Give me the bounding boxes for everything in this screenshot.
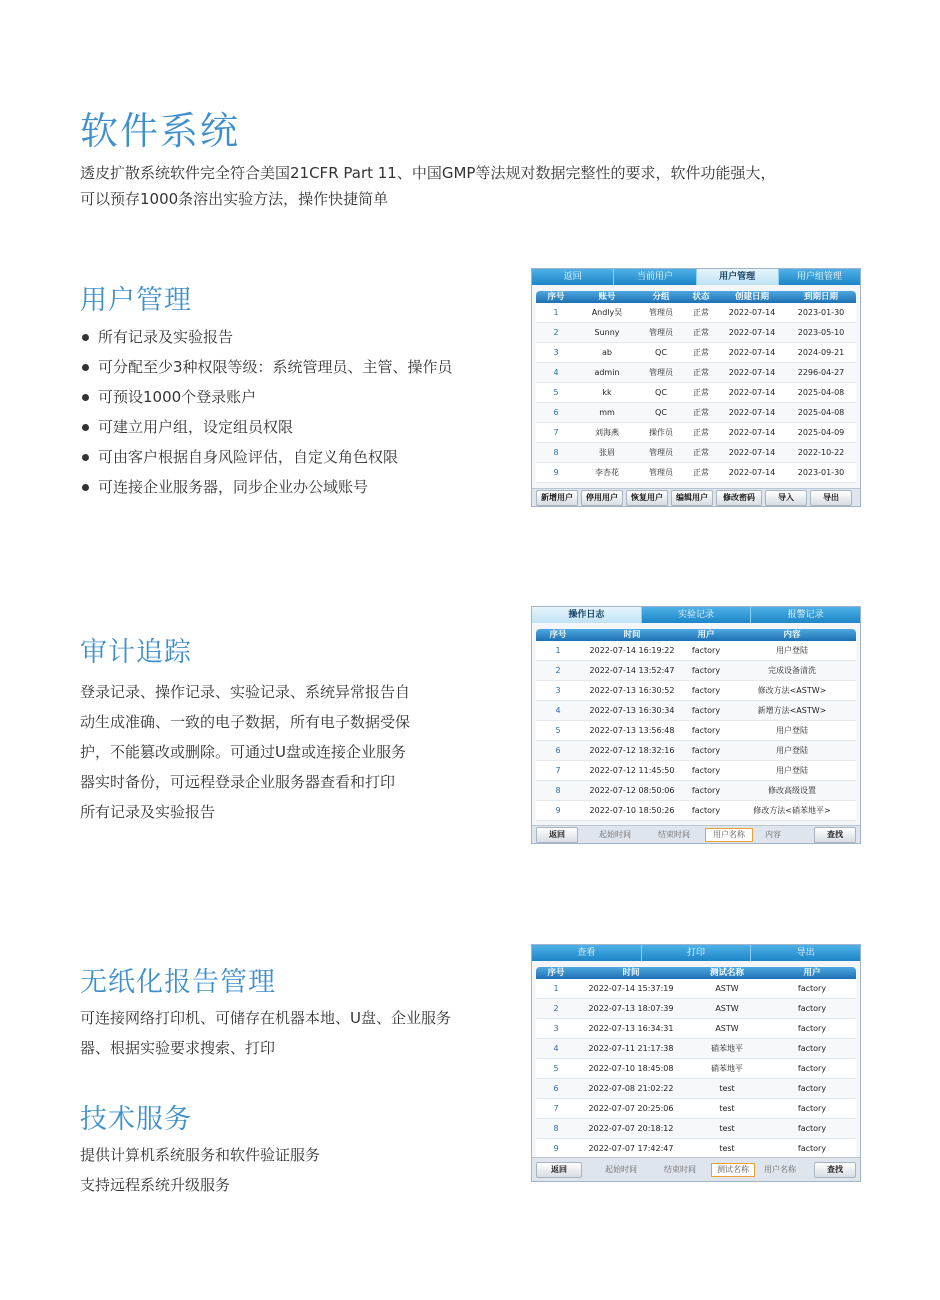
table-row[interactable] — [536, 761, 856, 781]
table-row[interactable] — [536, 1119, 856, 1139]
export-button[interactable]: 导出 — [810, 490, 852, 506]
table-cell: 2022-07-12 11:45:50 — [589, 766, 675, 775]
table-body — [536, 979, 856, 1159]
table-cell: 2022-07-14 — [728, 448, 776, 457]
table-row[interactable] — [536, 343, 856, 363]
column-header: 时间 — [622, 968, 640, 978]
table-cell: 2 — [553, 1004, 559, 1013]
table-cell: 2025-04-08 — [797, 388, 845, 397]
action-bar — [532, 488, 860, 506]
table-cell: 8 — [553, 448, 559, 457]
table-row[interactable] — [536, 323, 856, 343]
column-header: 分组 — [652, 292, 670, 302]
table-cell: 2022-07-14 — [728, 428, 776, 437]
bullet-item: 可建立用户组，设定组员权限 — [82, 412, 502, 442]
table-cell: ASTW — [715, 1024, 739, 1033]
table-row[interactable] — [536, 721, 856, 741]
table-cell: 2022-07-10 18:45:08 — [588, 1064, 674, 1073]
table-cell: 1 — [553, 984, 559, 993]
table-cell: factory — [797, 1124, 827, 1133]
column-header: 创建日期 — [734, 292, 769, 302]
end-time-field[interactable]: 结束时间 — [664, 1164, 696, 1174]
table-cell: 正常 — [693, 428, 709, 437]
bullet-item: 可分配至少3种权限等级：系统管理员、主管、操作员 — [82, 352, 502, 382]
table-cell: 2024-09-21 — [797, 348, 845, 357]
screen-tabs — [532, 269, 860, 285]
table-cell: 2022-07-14 — [728, 348, 776, 357]
table-cell: 管理员 — [649, 308, 673, 317]
table-row[interactable] — [536, 999, 856, 1019]
table-cell: 2022-07-12 08:50:06 — [589, 786, 675, 795]
table-cell: 李杏花 — [595, 468, 619, 477]
table-cell: factory — [797, 1024, 827, 1033]
table-header — [536, 967, 856, 979]
table-row[interactable] — [536, 801, 856, 821]
end-time-field[interactable]: 结束时间 — [658, 829, 690, 839]
intro-line: 透皮扩散系统软件完全符合美国21CFR Part 11、中国GMP等法规对数据完整性的要求，软件功能强大， — [80, 164, 776, 182]
table-cell: 6 — [553, 408, 559, 417]
table-cell: 修改方法<硝苯地平> — [753, 806, 831, 815]
change-password-button[interactable]: 修改密码 — [716, 490, 762, 506]
paragraph-line: 支持远程系统升级服务 — [80, 1176, 231, 1194]
column-header: 序号 — [549, 630, 567, 640]
table-cell: 用户登陆 — [776, 646, 808, 655]
table-row[interactable] — [536, 661, 856, 681]
table-cell: 2022-07-07 20:18:12 — [588, 1124, 674, 1133]
table-row[interactable] — [536, 463, 856, 483]
table-cell: factory — [691, 666, 721, 675]
tab-back[interactable]: 返回 — [532, 269, 614, 285]
table-row[interactable] — [536, 641, 856, 661]
table-cell: 7 — [555, 766, 561, 775]
table-cell: 2296-04-27 — [797, 368, 845, 377]
table-cell: admin — [594, 368, 620, 377]
column-header: 状态 — [692, 292, 710, 302]
paragraph-line: 器、根据实验要求搜索、打印 — [80, 1039, 276, 1057]
paragraph-line: 登录记录、操作记录、实验记录、系统异常报告自 — [80, 683, 411, 701]
test-name-field[interactable]: 测试名称 — [711, 1163, 755, 1177]
table-cell: test — [719, 1144, 735, 1153]
table-cell: factory — [797, 984, 827, 993]
table-cell: test — [719, 1124, 735, 1133]
table-row[interactable] — [536, 1059, 856, 1079]
section-heading-paperless: 无纸化报告管理 — [80, 967, 276, 998]
table-row[interactable] — [536, 781, 856, 801]
table-row[interactable] — [536, 443, 856, 463]
table-cell: 正常 — [693, 388, 709, 397]
table-cell: 刘海燕 — [595, 428, 619, 437]
paragraph-line: 所有记录及实验报告 — [80, 803, 216, 821]
table-cell: 正常 — [693, 348, 709, 357]
table-cell: factory — [691, 746, 721, 755]
user-name-field[interactable]: 用户名称 — [764, 1164, 796, 1174]
table-cell: 2022-07-14 13:52:47 — [589, 666, 675, 675]
table-cell: 3 — [553, 1024, 559, 1033]
table-cell: 6 — [555, 746, 561, 755]
table-cell: 7 — [553, 1104, 559, 1113]
search-button[interactable]: 查找 — [814, 1162, 856, 1178]
table-cell: factory — [691, 646, 721, 655]
table-cell: 2022-07-10 18:50:26 — [589, 806, 675, 815]
table-row[interactable] — [536, 423, 856, 443]
table-cell: 2022-10-22 — [797, 448, 845, 457]
table-cell: 8 — [555, 786, 561, 795]
table-cell: 4 — [555, 706, 561, 715]
tech-paragraph — [80, 1140, 500, 1200]
table-row[interactable] — [536, 979, 856, 999]
table-cell: 2 — [555, 666, 561, 675]
table-cell: factory — [797, 1004, 827, 1013]
table-row[interactable] — [536, 383, 856, 403]
table-cell: 6 — [553, 1084, 559, 1093]
table-cell: 2022-07-13 16:34:31 — [588, 1024, 674, 1033]
back-button[interactable]: 返回 — [536, 1162, 582, 1178]
table-cell: 2022-07-14 — [728, 328, 776, 337]
table-cell: 2022-07-13 16:30:52 — [589, 686, 675, 695]
content-field[interactable]: 内容 — [765, 829, 781, 839]
paragraph-line: 提供计算机系统服务和软件验证服务 — [80, 1146, 321, 1164]
table-cell: 用户登陆 — [776, 746, 808, 755]
table-cell: 2023-01-30 — [797, 308, 845, 317]
table-cell: 2025-04-08 — [797, 408, 845, 417]
column-header: 序号 — [547, 968, 565, 978]
intro-text — [80, 160, 860, 212]
table-cell: 4 — [553, 368, 559, 377]
table-cell: 管理员 — [649, 328, 673, 337]
table-cell: 管理员 — [649, 448, 673, 457]
tab-export[interactable]: 导出 — [796, 948, 815, 958]
table-cell: 2022-07-11 21:17:38 — [588, 1044, 674, 1053]
table-cell: factory — [797, 1144, 827, 1153]
table-cell: kk — [602, 388, 612, 397]
report-management-screen — [531, 944, 861, 1182]
table-row[interactable] — [536, 1039, 856, 1059]
paragraph-line: 器实时备份，可远程登录企业服务器查看和打印 — [80, 773, 396, 791]
table-cell: 2023-01-30 — [797, 468, 845, 477]
table-cell: 9 — [553, 468, 559, 477]
intro-line: 可以预存1000条溶出实验方法，操作快捷简单 — [80, 190, 389, 208]
table-row[interactable] — [536, 1139, 856, 1159]
tab-experiment-records[interactable]: 实验记录 — [642, 607, 752, 623]
table-cell: 5 — [553, 388, 559, 397]
tab-alarm-records[interactable]: 报警记录 — [787, 610, 824, 620]
tab-user-management[interactable]: 用户管理 — [697, 269, 779, 285]
paragraph-line: 可连接网络打印机、可储存在机器本地、U盘、企业服务 — [80, 1009, 451, 1027]
table-cell: QC — [655, 388, 667, 397]
table-cell: 2022-07-14 — [728, 408, 776, 417]
table-cell: 1 — [555, 646, 561, 655]
filter-bar — [532, 1157, 860, 1181]
column-header: 到期日期 — [803, 292, 838, 302]
table-cell: 正常 — [693, 368, 709, 377]
table-cell: ASTW — [715, 984, 739, 993]
paragraph-line: 护，不能篡改或删除。可通过U盘或连接企业服务 — [80, 743, 406, 761]
table-cell: 2022-07-14 16:19:22 — [589, 646, 675, 655]
table-row[interactable] — [536, 681, 856, 701]
add-user-button[interactable]: 新增用户 — [536, 490, 578, 506]
table-cell: factory — [797, 1104, 827, 1113]
table-cell: 2022-07-13 13:56:48 — [589, 726, 675, 735]
section-heading-user-mgmt: 用户管理 — [80, 285, 192, 316]
table-cell: 2022-07-07 17:42:47 — [588, 1144, 674, 1153]
tab-print[interactable]: 打印 — [642, 945, 752, 961]
table-cell: factory — [691, 766, 721, 775]
table-cell: 2022-07-13 18:07:39 — [588, 1004, 674, 1013]
table-body — [536, 641, 856, 821]
restore-user-button[interactable]: 恢复用户 — [626, 490, 668, 506]
bullet-item: 所有记录及实验报告 — [82, 322, 502, 352]
user-mgmt-bullets — [82, 322, 502, 502]
table-cell: 2 — [553, 328, 559, 337]
table-cell: factory — [691, 806, 721, 815]
page-title: 软件系统 — [80, 109, 241, 153]
column-header: 内容 — [783, 630, 801, 640]
table-cell: 用户登陆 — [776, 766, 808, 775]
table-cell: 2022-07-14 — [728, 388, 776, 397]
table-cell: factory — [691, 706, 721, 715]
table-cell: factory — [691, 726, 721, 735]
start-time-field[interactable]: 起始时间 — [605, 1164, 637, 1174]
table-cell: 2022-07-14 — [728, 368, 776, 377]
table-cell: 正常 — [693, 448, 709, 457]
table-cell: 用户登陆 — [776, 726, 808, 735]
table-cell: 9 — [555, 806, 561, 815]
table-cell: 9 — [553, 1144, 559, 1153]
user-management-screen — [531, 268, 861, 507]
table-body — [536, 303, 856, 483]
column-header: 用户 — [803, 968, 821, 978]
table-cell: Sunny — [594, 328, 620, 337]
table-cell: factory — [691, 686, 721, 695]
table-cell: factory — [797, 1044, 827, 1053]
table-cell: 正常 — [693, 468, 709, 477]
table-cell: 张眉 — [599, 448, 615, 457]
table-cell: 7 — [553, 428, 559, 437]
table-cell: 2022-07-14 — [728, 308, 776, 317]
table-cell: 新增方法<ASTW> — [757, 706, 827, 715]
table-cell: 完成设备清洗 — [768, 666, 816, 675]
column-header: 账号 — [598, 292, 616, 302]
table-cell: 正常 — [693, 408, 709, 417]
table-cell: 正常 — [693, 328, 709, 337]
table-cell: 3 — [553, 348, 559, 357]
table-cell: test — [719, 1104, 735, 1113]
table-row[interactable] — [536, 741, 856, 761]
table-cell: 2022-07-13 16:30:34 — [589, 706, 675, 715]
paragraph-line: 动生成准确、一致的电子数据，所有电子数据受保 — [80, 713, 411, 731]
column-header: 序号 — [547, 292, 565, 302]
table-header — [536, 291, 856, 303]
column-header: 用户 — [697, 630, 715, 640]
table-cell: 管理员 — [649, 368, 673, 377]
table-cell: 2023-05-10 — [797, 328, 845, 337]
table-cell: QC — [655, 408, 667, 417]
search-button[interactable]: 查找 — [814, 827, 856, 843]
tab-view[interactable]: 查看 — [532, 945, 642, 961]
table-cell: 3 — [555, 686, 561, 695]
table-cell: 2022-07-12 18:32:16 — [589, 746, 675, 755]
table-cell: factory — [691, 786, 721, 795]
tab-current-user[interactable]: 当前用户 — [614, 269, 696, 285]
table-cell: 硝苯地平 — [711, 1064, 743, 1073]
user-name-field[interactable]: 用户名称 — [705, 828, 753, 842]
table-cell: 2022-07-14 15:37:19 — [588, 984, 674, 993]
table-cell: 2022-07-14 — [728, 468, 776, 477]
table-cell: Andly吴 — [591, 308, 623, 317]
table-cell: QC — [655, 348, 667, 357]
back-button[interactable]: 返回 — [536, 827, 578, 843]
table-cell: 管理员 — [649, 468, 673, 477]
tab-user-group-management[interactable]: 用户组管理 — [796, 272, 842, 282]
paperless-paragraph — [80, 1003, 500, 1063]
screen-tabs — [532, 945, 860, 961]
table-cell: 操作员 — [649, 428, 673, 437]
table-row[interactable] — [536, 701, 856, 721]
table-row[interactable] — [536, 1019, 856, 1039]
bullet-item: 可预设1000个登录账户 — [82, 382, 502, 412]
bullet-item: 可连接企业服务器，同步企业办公域账号 — [82, 472, 502, 502]
table-row[interactable] — [536, 403, 856, 423]
table-header — [536, 629, 856, 641]
table-cell: 4 — [553, 1044, 559, 1053]
disable-user-button[interactable]: 停用用户 — [581, 490, 623, 506]
screen-tabs — [532, 607, 860, 623]
table-row[interactable] — [536, 363, 856, 383]
table-cell: factory — [797, 1084, 827, 1093]
table-cell: factory — [797, 1064, 827, 1073]
audit-paragraph — [80, 677, 480, 827]
table-cell: 2025-04-09 — [797, 428, 845, 437]
audit-trail-screen — [531, 606, 861, 844]
table-cell: 2022-07-07 20:25:06 — [588, 1104, 674, 1113]
table-cell: 5 — [553, 1064, 559, 1073]
table-cell: 1 — [553, 308, 559, 317]
column-header: 测试名称 — [709, 968, 744, 978]
table-cell: 5 — [555, 726, 561, 735]
table-cell: test — [719, 1084, 735, 1093]
table-row[interactable] — [536, 303, 856, 323]
edit-user-button[interactable]: 编辑用户 — [671, 490, 713, 506]
table-row[interactable] — [536, 1099, 856, 1119]
table-cell: ASTW — [715, 1004, 739, 1013]
column-header: 时间 — [623, 630, 641, 640]
section-heading-tech: 技术服务 — [80, 1104, 192, 1135]
table-cell: 8 — [553, 1124, 559, 1133]
filter-bar — [532, 825, 860, 843]
table-cell: mm — [599, 408, 615, 417]
table-cell: ab — [602, 348, 612, 357]
import-button[interactable]: 导入 — [765, 490, 807, 506]
table-cell: 修改方法<ASTW> — [757, 686, 827, 695]
table-cell: 修改高级设置 — [768, 786, 816, 795]
start-time-field[interactable]: 起始时间 — [599, 829, 631, 839]
section-heading-audit: 审计追踪 — [80, 637, 192, 668]
table-cell: 正常 — [693, 308, 709, 317]
tab-operation-log[interactable]: 操作日志 — [532, 607, 642, 623]
bullet-item: 可由客户根据自身风险评估，自定义角色权限 — [82, 442, 502, 472]
table-row[interactable] — [536, 1079, 856, 1099]
table-cell: 硝苯地平 — [711, 1044, 743, 1053]
table-cell: 2022-07-08 21:02:22 — [588, 1084, 674, 1093]
